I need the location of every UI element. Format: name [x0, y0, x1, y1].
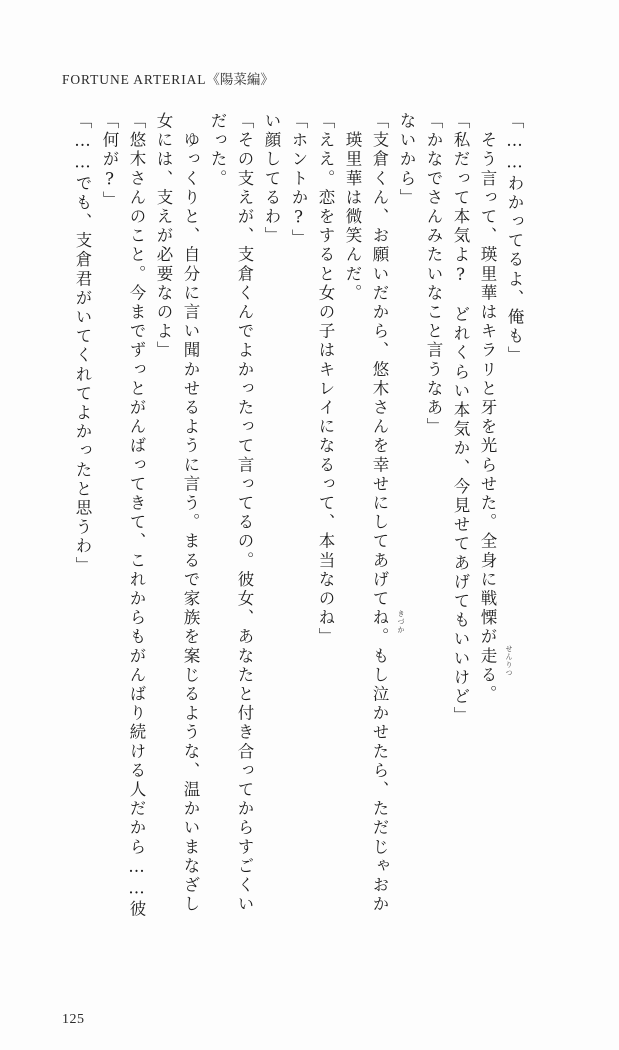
- text-line: だった。: [208, 112, 227, 189]
- text-line: 「ホントか?」: [289, 112, 308, 249]
- text-line: そう言って、瑛里華はキラリと牙を光らせた。全身に戦慄が走る。: [478, 112, 497, 705]
- text-line: 女には、支えが必要なのよ」: [154, 112, 173, 361]
- running-head-title: FORTUNE ARTERIAL: [62, 72, 207, 87]
- text-line: ないから」: [397, 112, 416, 208]
- running-head: [62, 68, 274, 88]
- text-line: 「私だって本気よ? どれくらい本気か、今見せてあげてもいいけど」: [451, 112, 470, 726]
- page-number: 125: [62, 1012, 85, 1027]
- text-line: 「悠木さんのこと。今までずっとがんばってきて、これからもがんばり続ける人だから……彼: [127, 112, 146, 920]
- running-head-volume: 《陽菜編》: [206, 72, 274, 87]
- text-line: 「……わかってるよ、俺も」: [505, 112, 524, 366]
- ruby-annotation: せんりつ: [505, 645, 513, 677]
- text-line: 瑛里華は微笑んだ。: [343, 112, 362, 303]
- text-line: 「ええ。恋をすると女の子はキレイになるって、本当なのね」: [316, 112, 335, 647]
- text-line: 「何が?」: [100, 112, 119, 210]
- text-line: い顔してるわ」: [262, 112, 281, 246]
- ruby-annotation: きづか: [397, 610, 405, 634]
- vertical-text-body: [63, 112, 563, 932]
- text-line: 「その支えが、支倉くんでよかったって言ってるの。彼女、あなたと付き合ってからすごくい: [235, 112, 254, 915]
- text-line: ゆっくりと、自分に言い聞かせるように言う。まるで家族を案じるような、温かいまなざし: [181, 112, 200, 915]
- text-line: 「……でも、支倉君がいてくれてよかったと思うわ」: [73, 112, 92, 576]
- text-line: 「支倉くん、お願いだから、悠木さんを幸せにしてあげてね。もし泣かせたら、ただじゃおか: [370, 112, 389, 915]
- text-line: 「かなでさんみたいなこと言うなあ」: [424, 112, 443, 437]
